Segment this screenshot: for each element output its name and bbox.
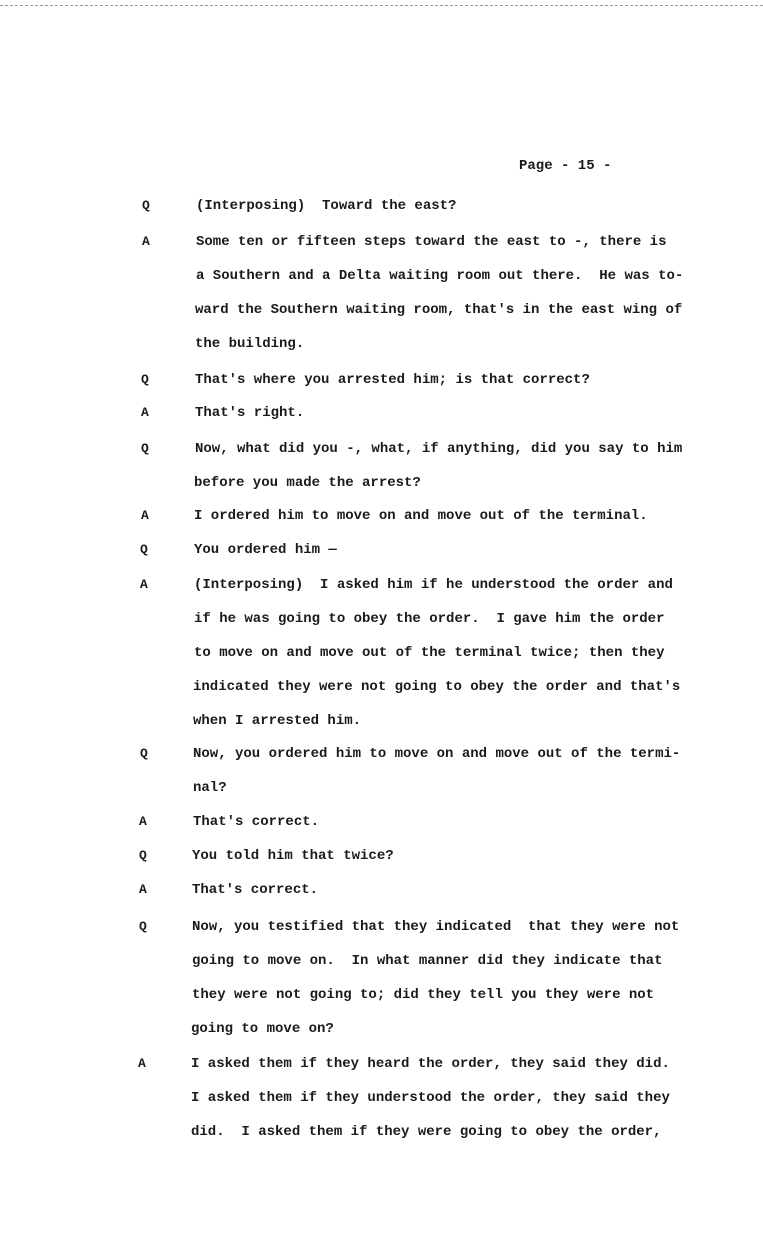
transcript-line: (Interposing) I asked him if he understood the order and (194, 577, 673, 593)
answer-marker: A (141, 508, 149, 523)
transcript-line: I ordered him to move on and move out of the terminal. (194, 508, 648, 524)
question-marker: Q (141, 441, 149, 456)
transcript-line: did. I asked them if they were going to obey the order, (191, 1124, 662, 1140)
transcript-line: before you made the arrest? (194, 475, 421, 491)
question-marker: Q (141, 372, 149, 387)
transcript-line: nal? (193, 780, 227, 796)
answer-marker: A (139, 882, 147, 897)
answer-marker: A (141, 405, 149, 420)
transcript-line: a Southern and a Delta waiting room out there. He was to- (196, 268, 684, 284)
transcript-line: the building. (195, 336, 305, 352)
question-marker: Q (139, 848, 147, 863)
transcript-line: That's right. (195, 405, 305, 421)
transcript-line: to move on and move out of the terminal twice; then they (194, 645, 665, 661)
transcript-line: That's correct. (192, 882, 319, 898)
transcript-line: if he was going to obey the order. I gave him the order (194, 611, 665, 627)
question-marker: Q (140, 746, 148, 761)
transcript-line: ward the Southern waiting room, that's in the east wing of (195, 302, 683, 318)
transcript-line: That's correct. (193, 814, 320, 830)
transcript-line: when I arrested him. (193, 713, 362, 729)
transcript-line: I asked them if they heard the order, they said they did. (191, 1056, 670, 1072)
answer-marker: A (142, 234, 150, 249)
transcript-line: going to move on. In what manner did they indicate that (192, 953, 663, 969)
answer-marker: A (139, 814, 147, 829)
transcript-line: going to move on? (191, 1021, 334, 1037)
page-number: Page - 15 - (519, 158, 612, 174)
transcript-line: That's where you arrested him; is that correct? (195, 372, 590, 388)
transcript-line: You ordered him — (194, 542, 337, 558)
transcript-line: Now, what did you -, what, if anything, did you say to him (195, 441, 683, 457)
transcript-line: Now, you ordered him to move on and move out of the termi- (193, 746, 681, 762)
transcript-line: (Interposing) Toward the east? (196, 198, 457, 214)
transcript-line: Some ten or fifteen steps toward the east to -, there is (196, 234, 667, 250)
transcript-line: You told him that twice? (192, 848, 394, 864)
question-marker: Q (140, 542, 148, 557)
transcript-line: I asked them if they understood the order, they said they (191, 1090, 670, 1106)
transcript-line: indicated they were not going to obey the order and that's (193, 679, 681, 695)
question-marker: Q (139, 919, 147, 934)
transcript-line: they were not going to; did they tell you they were not (192, 987, 655, 1003)
question-marker: Q (142, 198, 150, 213)
answer-marker: A (140, 577, 148, 592)
answer-marker: A (138, 1056, 146, 1071)
transcript-line: Now, you testified that they indicated that they were not (192, 919, 680, 935)
